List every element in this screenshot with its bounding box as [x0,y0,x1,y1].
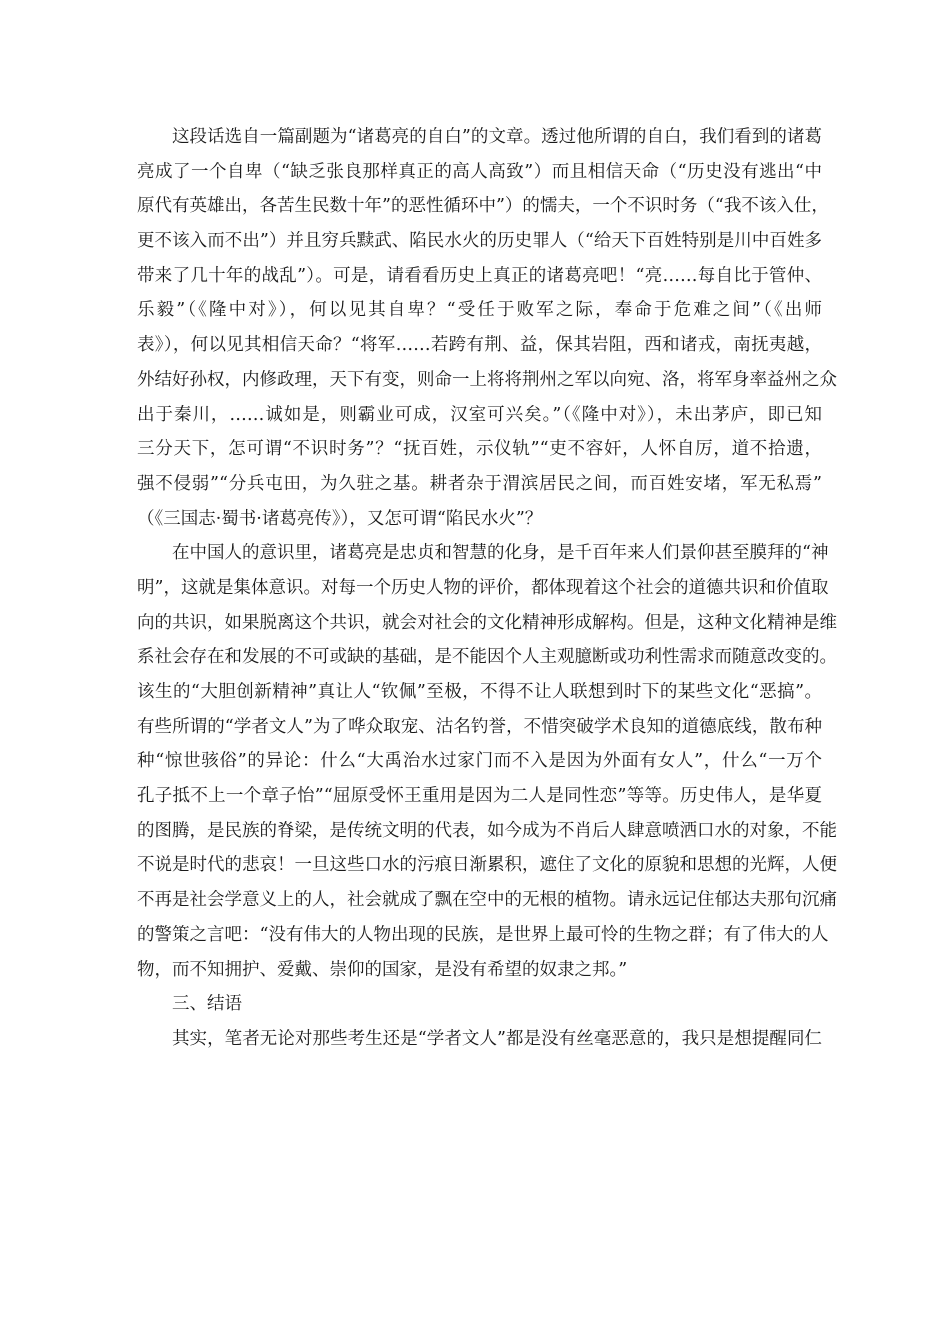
text-line: 不说是时代的悲哀！一旦这些口水的污痕日渐累积，遮住了文化的原貌和思想的光辉，人便 [137,855,837,876]
text-line: 有些所谓的“学者文人”为了哗众取宠、沽名钓誉，不惜突破学术良知的道德底线，散布种 [137,716,822,737]
text-line: 外结好孙权，内修政理，天下有变，则命一上将将荆州之军以向宛、洛，将军身率益州之众 [137,369,837,390]
text-line: 物，而不知拥护、爱戴、崇仰的国家，是没有希望的奴隶之邦。” [137,959,628,980]
text-line: 出于秦川，……诚如是，则霸业可成，汉室可兴矣。”（《隆中对》），未出茅庐，即已知 [137,404,822,425]
text-line: 这段话选自一篇副题为“诸葛亮的自白”的文章。透过他所谓的自白，我们看到的诸葛 [172,127,822,147]
text-line: （《三国志·蜀书·诸葛亮传》），又怎可谓“陷民水火”？ [137,508,543,529]
text-line: 乐毅”（《隆中对》），何以见其自卑？“受任于败军之际，奉命于危难之间”（《出师 [137,300,822,321]
text-line: 该生的“大胆创新精神”真让人“钦佩”至极，不得不让人联想到时下的某些文化“恶搞”。 [137,682,822,702]
text-line: 系社会存在和发展的不可或缺的基础，是不能因个人主观臆断或功利性需求而随意改变的。 [137,647,837,668]
text-line: 三、结语 [172,994,242,1015]
text-line: 种“惊世骇俗”的异论：什么“大禹治水过家门而不入是因为外面有女人”，什么“一万个 [137,751,822,772]
text-line: 更不该入而不出”）并且穷兵黩武、陷民水火的历史罪人（“给天下百姓特别是川中百姓多 [137,231,822,252]
text-line: 其实，笔者无论对那些考生还是“学者文人”都是没有丝毫恶意的，我只是想提醒同仁 [172,1028,822,1049]
text-line: 亮成了一个自卑（“缺乏张良那样真正的高人高致”）而且相信天命（“历史没有逃出“中 [137,161,822,182]
text-line: 带来了几十年的战乱”）。可是，请看看历史上真正的诸葛亮吧！“亮……每自比于管仲、 [137,265,822,286]
text-line: 孔子抵不上一个章子怡”“屈原受怀王重用是因为二人是同性恋”等等。历史伟人，是华夏 [137,786,822,807]
text-line: 原代有英雄出，各苦生民数十年”的恶性循环中”）的懦夫，一个不识时务（“我不该入仕， [137,196,829,217]
text-line: 三分天下，怎可谓“不识时务”？“抚百姓，示仪轨”“吏不容奸，人怀自厉，道不拾遗， [137,439,822,460]
text-line: 不再是社会学意义上的人，社会就成了飘在空中的无根的植物。请永远记住郁达夫那句沉痛 [137,890,837,911]
text-line: 强不侵弱”“分兵屯田，为久驻之基。耕者杂于渭滨居民之间，而百姓安堵，军无私焉” [137,473,822,494]
document-body [137,120,837,1057]
text-line: 表》），何以见其相信天命？“将军……若跨有荆、益，保其岩阻，西和诸戎，南抚夷越， [137,335,822,356]
text-line: 的警策之言吧：“没有伟大的人物出现的民族，是世界上最可怜的生物之群；有了伟大的人 [137,924,829,945]
text-line: 在中国人的意识里，诸葛亮是忠贞和智慧的化身，是千百年来人们景仰甚至膜拜的“神 [172,543,829,564]
text-line: 明”，这就是集体意识。对每一个历史人物的评价，都体现着这个社会的道德共识和价值取 [137,577,829,598]
text-line: 的图腾，是民族的脊梁，是传统文明的代表，如今成为不肖后人肆意喷洒口水的对象，不能 [137,820,837,841]
text-line: 向的共识，如果脱离这个共识，就会对社会的文化精神形成解构。但是，这种文化精神是维 [137,612,837,633]
